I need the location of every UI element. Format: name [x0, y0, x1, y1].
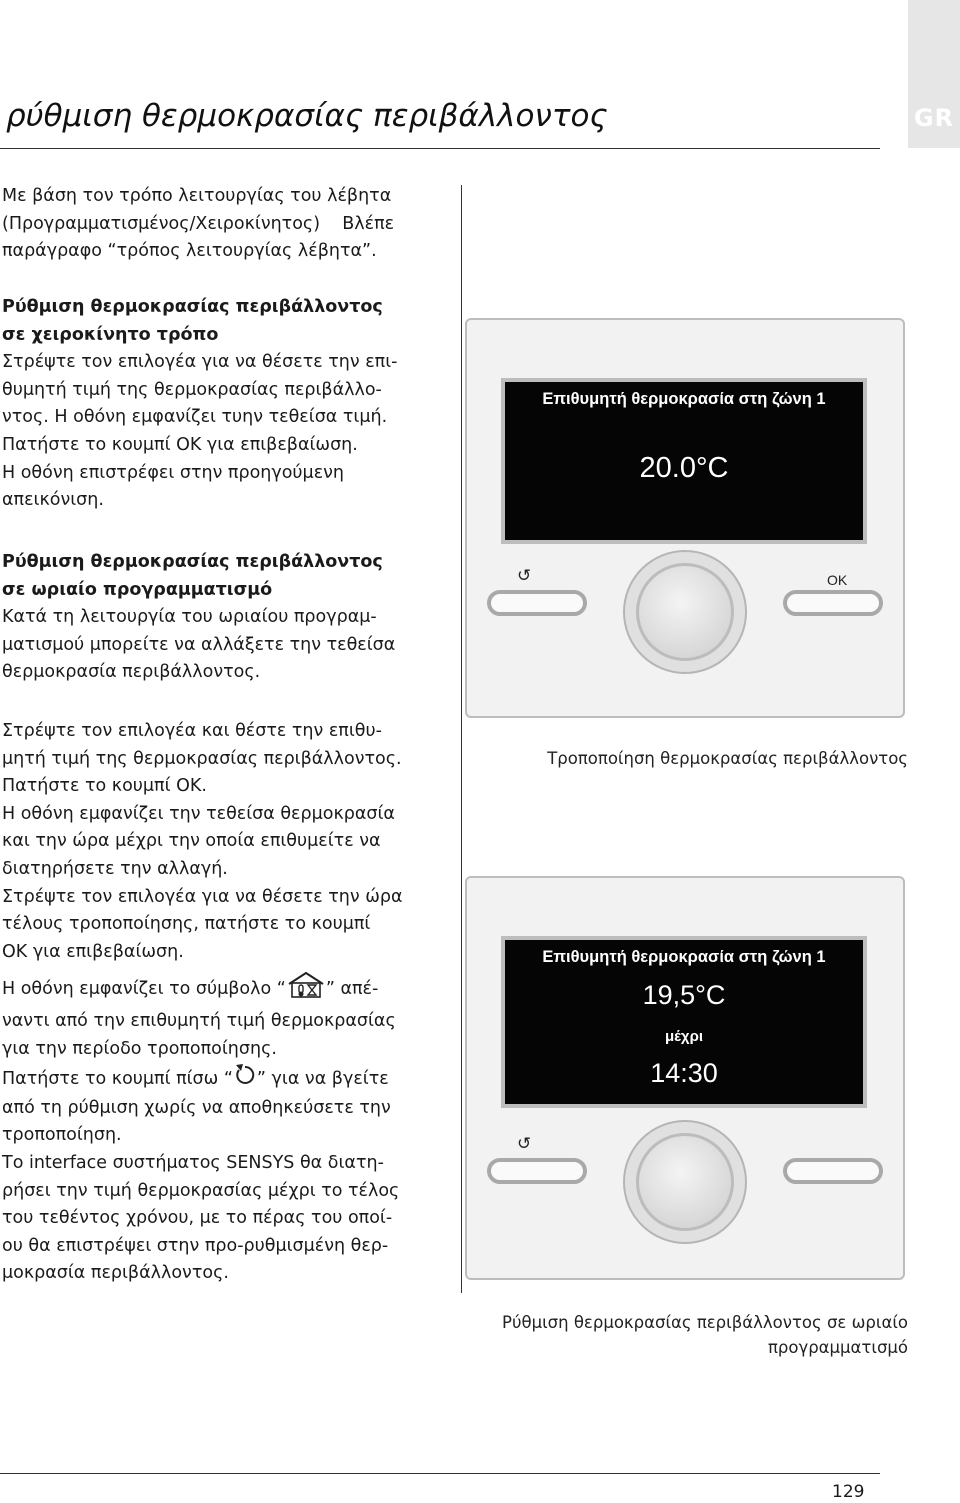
steps-line: μοκρασία περιβάλλοντος. [2, 1263, 229, 1284]
steps-line: Στρέψτε τον επιλογέα και θέστε την επιθυ- [2, 721, 382, 741]
steps-line: μητή τιμή της θερμοκρασίας περιβάλλοντος. [2, 748, 402, 769]
title-divider [0, 148, 880, 149]
back-button-icon: ↺ [517, 1134, 532, 1154]
intro-line: (Προγραμματισμένος/Χειροκίνητος) Βλέπε [2, 213, 395, 234]
ok-button-label: OK [827, 572, 848, 588]
back-line-text: ” για να βγείτε [256, 1068, 389, 1089]
ok-button[interactable] [783, 590, 883, 616]
steps-line: για την περίοδο τροποποίησης. [2, 1038, 277, 1059]
symbol-line-text: ” απέ- [325, 979, 379, 1000]
manual-body-line: Η οθόνη επιστρέφει στην προηγούμενη [2, 462, 345, 483]
manual-body-line: ντος. Η οθόνη εμφανίζει τυην τεθείσα τιμή. [2, 407, 388, 428]
back-arrow-icon [233, 1063, 257, 1095]
steps-line: ναντι από την επιθυμητή τιμή θερμοκρασίας [2, 1010, 396, 1031]
temperature-override-icon [286, 970, 326, 1008]
figure-caption-schedule [440, 1310, 908, 1360]
selector-knob-cap [636, 563, 734, 661]
scheduled-body-line: Κατά τη λειτουργία του ωριαίου προγραμ- [2, 607, 377, 628]
scheduled-section [2, 549, 418, 687]
screen-time: 14:30 [650, 1058, 718, 1088]
manual-body-line: Στρέψτε τον επιλογέα για να θέσετε την επι- [2, 352, 398, 373]
screen-title: Επιθυμητή θερμοκρασία στη ζώνη 1 [542, 390, 826, 408]
device-screen [501, 936, 867, 1108]
caption-line: Ρύθμιση θερμοκρασίας περιβάλλοντος σε ωριαίο [502, 1313, 908, 1332]
intro-paragraph [2, 183, 418, 266]
page-title: ρύθμιση θερμοκρασίας περιβάλλοντος [6, 98, 608, 134]
steps-line: τέλους τροποποίησης, πατήστε το κουμπί [2, 914, 371, 935]
steps-line: τροποποίηση. [2, 1125, 122, 1146]
selector-knob-cap [636, 1133, 734, 1231]
page-number: 129 [832, 1482, 865, 1502]
manual-heading-line: Ρύθμιση θερμοκρασίας περιβάλλοντος [2, 297, 383, 317]
back-button-icon: ↺ [517, 566, 532, 586]
back-button[interactable] [487, 1158, 587, 1184]
scheduled-heading-line: Ρύθμιση θερμοκρασίας περιβάλλοντος [2, 552, 383, 572]
manual-body-line: Πατήστε το κουμπί OK για επιβεβαίωση. [2, 434, 358, 455]
manual-heading-line: σε χειροκίνητο τρόπο [2, 324, 219, 345]
device-screen [501, 378, 867, 544]
selector-knob[interactable] [623, 550, 747, 674]
manual-body-line: απεικόνιση. [2, 490, 104, 511]
selector-knob[interactable] [623, 1120, 747, 1244]
figure-caption: Τροποποίηση θερμοκρασίας περιβάλλοντος [547, 749, 908, 768]
caption-line: προγραμματισμό [767, 1338, 908, 1357]
symbol-line [2, 970, 418, 1008]
steps-line: Το interface συστήματος SENSYS θα διατη- [2, 1152, 384, 1173]
screen-temperature: 19,5°C [642, 980, 726, 1010]
scheduled-body-line: θερμοκρασία περιβάλλοντος. [2, 662, 261, 683]
steps-section [2, 718, 418, 1288]
scheduled-heading-line: σε ωριαίο προγραμματισμό [2, 579, 273, 600]
footer-divider [0, 1473, 880, 1474]
intro-line: παράγραφο “τρόπος λειτουργίας λέβητα”. [2, 241, 377, 262]
steps-line: ρήσει την τιμή θερμοκρασίας μέχρι το τέλος [2, 1180, 400, 1201]
screen-temperature: 20.0°C [639, 452, 729, 484]
steps-line: διατηρήσετε την αλλαγή. [2, 858, 228, 879]
steps-line: Στρέψτε τον επιλογέα για να θέσετε την ώρα [2, 886, 403, 907]
steps-line: ου θα επιστρέψει στην προ-ρυθμισμένη θερ- [2, 1235, 389, 1256]
symbol-line-text: Η οθόνη εμφανίζει το σύμβολο “ [2, 979, 286, 1000]
steps-line: OK για επιβεβαίωση. [2, 941, 184, 962]
intro-line: Με βάση τον τρόπο λειτουργίας του λέβητα [2, 186, 392, 206]
scheduled-body-line: ματισμού μπορείτε να αλλάξετε την τεθείσα [2, 634, 396, 655]
steps-line: Πατήστε το κουμπί OK. [2, 776, 207, 797]
back-button[interactable] [487, 590, 587, 616]
back-line-text: Πατήστε το κουμπί πίσω “ [2, 1068, 233, 1089]
manual-section [2, 294, 418, 515]
steps-line: και την ώρα μέχρι την οποία επιθυμείτε να [2, 831, 381, 852]
thermostat-illustration-schedule [465, 876, 905, 1280]
back-line [2, 1063, 418, 1095]
ok-button[interactable] [783, 1158, 883, 1184]
screen-until-label: μέχρι [664, 1028, 704, 1045]
manual-body-line: θυμητή τιμή της θερμοκρασίας περιβάλλο- [2, 379, 382, 400]
screen-title: Επιθυμητή θερμοκρασία στη ζώνη 1 [542, 948, 826, 966]
steps-line: Η οθόνη εμφανίζει την τεθείσα θερμοκρασία [2, 803, 395, 824]
language-code: GR [913, 104, 955, 132]
language-tab [908, 0, 960, 148]
steps-line: από τη ρύθμιση χωρίς να αποθηκεύσετε την [2, 1097, 391, 1118]
steps-line: του τεθέντος χρόνου, με το πέρας του οποί- [2, 1208, 393, 1229]
column-divider [461, 185, 462, 1293]
thermostat-illustration [465, 318, 905, 718]
